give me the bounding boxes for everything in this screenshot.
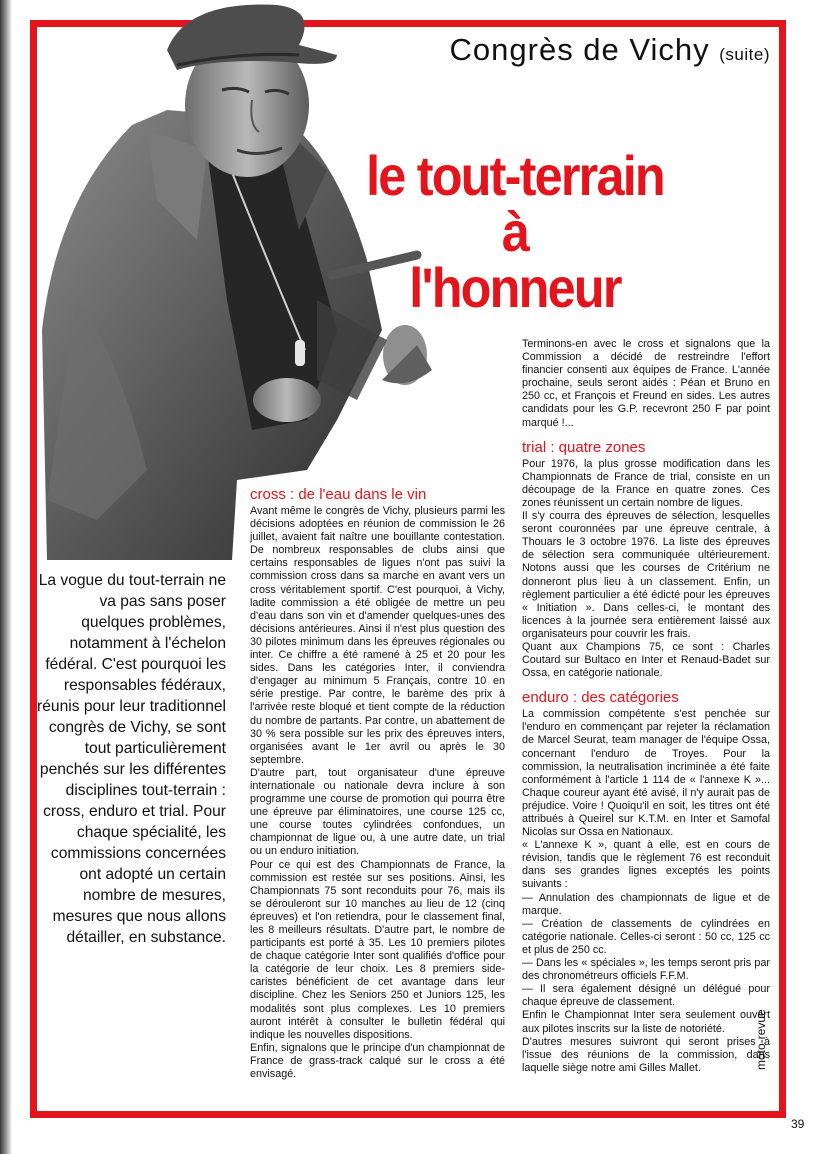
enduro-paragraph: — Annulation des championnats de ligue et de marque.: [522, 891, 770, 917]
trial-paragraph: Il s'y courra des épreuves de sélection, lesquelles seront couronnées par une épreuve centrale, à Thouars le 3 octobre 1976. La liste des épreuves de sélection sera communiquée ultérieurement. Notons aussi que les courses de Critérium ne donneront plus lieu à un classement. Enfin, un règlement particulier a été édicté pour les épreuves « Initiation ». Dans celles-ci, le montant des licences à la journée sera entièrement laissé aux organisateurs pour couvrir les frais.: [522, 510, 770, 640]
section-title-enduro: enduro : des catégories: [522, 689, 679, 707]
magazine-name: moto-revue: [754, 1009, 768, 1070]
frame-right-border: [779, 20, 786, 1118]
page-number: 39: [791, 1117, 805, 1131]
trial-paragraph: Pour 1976, la plus grosse modification dans les Championnats de France de trial, consiste en un découpage de la France en quatre zones. Ces zones réunissent un certain nombre de ligues.: [522, 457, 770, 509]
trial-paragraph: Quant aux Champions 75, ce sont : Charles Coutard sur Bultaco en Inter et Renaud-Badet sur Ossa, en catégorie nationale.: [522, 640, 770, 680]
enduro-paragraph: La commission compétente s'est penchée sur l'enduro en commençant par rejeter la réclamation de Marcel Seurat, team manager de l'équipe Ossa, concernant l'enduro de Troyes. Pour la commission, la neutralisation incriminée a été faite conformément à l'article 1 114 de « l'annexe K »... Chaque coureur ayant été avisé, il n'y aurait pas de préjudice. Voire ! Quoiqu'il en soit, les titres ont été attribués à Queirel sur K.T.M. en Inter et Samofal Nicolas sur Ossa en Nationaux.: [522, 708, 770, 839]
article-headline: [349, 144, 682, 319]
enduro-paragraph: Enfin le Championnat Inter sera seulement ouvert aux pilotes inscrits sur la liste de notoriété.: [522, 1009, 770, 1035]
headline-line-2: à: [501, 200, 529, 263]
cross-paragraph: Enfin, signalons que le principe d'un championnat de France de grass-track calqué sur le cross a été envisagé.: [250, 1041, 505, 1081]
cross-paragraph: Avant même le congrès de Vichy, plusieurs parmi les décisions adoptées en réunion de commission le 26 juillet, avaient fait naître une bouillante contestation. De nombreux responsables de clubs ainsi que certains responsables de ligues n'ont pas suivi la commission cross dans sa marche en avant vers un cross véritablement sportif. C'est pourquoi, à Vichy, ladite commission a été obligée de mettre un peu d'eau dans son vin et d'amender quelques-unes des décisions antérieures. Ainsi il n'est plus question des 30 pilotes minimum dans les épreuves régionales ou inter. Ce chiffre a été ramené à 25 et 20 pour les sides. Dans les catégories Inter, il conviendra d'engager au minimum 5 Français, contre 10 en série prestige. Par contre, le barème des prix à l'arrivée reste bloqué et tient compte de la réduction du nombre de partants. Par contre, un abattement de 30 % sera possible sur les prix des épreuves inters, organisées avant le 1er avril ou après le 30 septembre.: [250, 505, 505, 766]
page-binding-edge: [0, 0, 12, 1154]
enduro-paragraph: — Création de classements de cylindrées en catégorie nationale. Celles-ci seront : 50 cc, 125 cc et plus de 250 cc.: [522, 917, 770, 956]
cross-conclusion-paragraph: Terminons-en avec le cross et signalons que la Commission a décidé de restreindre l'effort financier consenti aux équipes de France. L'année prochaine, seuls seront aidés : Péan et Bruno en 250 cc, et François et Freund en sides. Les autres candidats pour les G.P. recevront 250 F par point marqué !...: [522, 338, 770, 429]
column-right: [522, 338, 770, 1075]
frame-left-border: [30, 20, 37, 1118]
header-suite: (suite): [719, 45, 770, 64]
article-intro: La vogue du tout-terrain ne va pas sans poser quelques problèmes, notamment à l'échelon fédéral. C'est pourquoi les responsables fédéraux, réunis pour leur traditionnel congrès de Vichy, se sont tout particulièrement penchés sur les différentes disciplines tout-terrain : cross, enduro et trial. Pour chaque spécialité, les commissions concernées ont adopté un certain nombre de mesures, mesures que nous allons détailler, en substance.: [37, 572, 226, 946]
enduro-paragraph: « L'annexe K », quant à elle, est en cours de révision, tandis que le règlement 76 est reconduit dans ses grandes lignes exceptés les points suivants :: [522, 839, 770, 891]
cross-paragraph: D'autre part, tout organisateur d'une épreuve internationale ou nationale devra inclure à son programme une course de promotion qui pourra être une épreuve par éliminatoires, une course 125 cc, une course toutes cylindrées confondues, un championnat de ligue ou, à une autre date, un trial ou un enduro initiation.: [250, 766, 505, 858]
page-header: [400, 32, 770, 68]
section-title-trial: trial : quatre zones: [522, 438, 646, 456]
headline-line-1: le tout-terrain: [366, 144, 664, 207]
column-middle: [250, 486, 505, 1081]
frame-bottom-border: [30, 1111, 786, 1118]
section-title-cross: cross : de l'eau dans le vin: [250, 486, 427, 503]
header-title: Congrès de Vichy: [449, 32, 710, 67]
enduro-paragraph: D'autres mesures suivront qui seront prises à l'issue des réunions de la commission, dans laquelle siège notre ami Gilles Mallet.: [522, 1035, 770, 1074]
headline-line-3: l'honneur: [409, 256, 621, 319]
enduro-paragraph: — Il sera également désigné un délégué pour chaque épreuve de classement.: [522, 983, 770, 1009]
enduro-paragraph: — Dans les « spéciales », les temps seront pris par des chronométreurs officiels F.F.M.: [522, 957, 770, 983]
cross-paragraph: Pour ce qui est des Championnats de France, la commission est restée sur ses positions. Ainsi, les Championnats 75 sont reconduits pour 76, mais ils se dérouleront sur 10 manches au lieu de 12 (cinq épreuves) et l'on retiendra, pour le classement final, les 8 meilleurs résultats. D'autre part, le nombre de participants est porté à 35. Les 10 premiers pilotes de chaque catégorie Inter sont qualifiés d'office pour la catégorie de leur choix. Les 8 premiers side-caristes bénéficient de cet avantage dans leur discipline. Chez les Seniors 250 et Juniors 125, les modalités sont plus complexes. Les 10 premiers auront intérêt à consulter le bulletin fédéral qui indique les nouvelles dispositions.: [250, 858, 505, 1041]
